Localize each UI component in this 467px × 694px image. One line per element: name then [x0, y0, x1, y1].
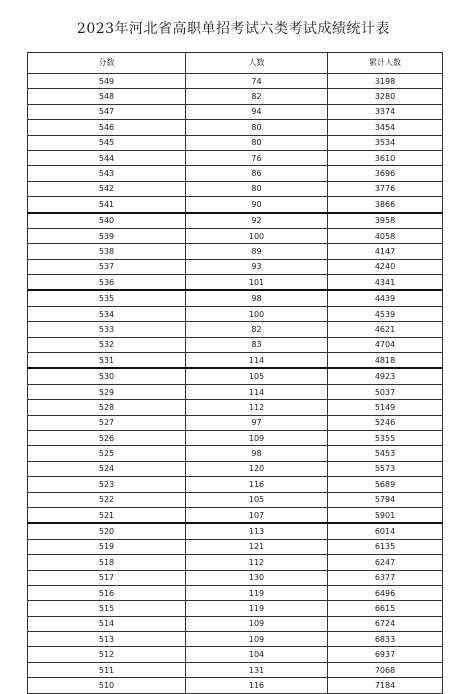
cell-score: 528: [28, 400, 186, 415]
table-row: [28, 166, 443, 181]
cell-score: 521: [28, 507, 186, 523]
cell-cumulative: 4058: [328, 228, 443, 243]
table-row: [28, 585, 443, 600]
table-row: [28, 647, 443, 662]
cell-score: 543: [28, 166, 186, 181]
table-row: [28, 523, 443, 539]
cell-count: 89: [186, 244, 328, 259]
table-row: [28, 228, 443, 243]
table-row: [28, 150, 443, 165]
cell-count: 119: [186, 601, 328, 616]
table-row: [28, 120, 443, 135]
cell-count: 104: [186, 647, 328, 662]
cell-score: 526: [28, 430, 186, 445]
cell-score: 516: [28, 585, 186, 600]
table-row: [28, 430, 443, 445]
cell-count: 86: [186, 166, 328, 181]
cell-count: 101: [186, 275, 328, 291]
table-row: [28, 492, 443, 507]
cell-cumulative: 5453: [328, 446, 443, 461]
cell-cumulative: 3610: [328, 150, 443, 165]
cell-count: 83: [186, 337, 328, 352]
table-row: [28, 570, 443, 585]
cell-cumulative: 5355: [328, 430, 443, 445]
cell-cumulative: 4539: [328, 306, 443, 321]
cell-score: 514: [28, 616, 186, 631]
cell-count: 116: [186, 678, 328, 693]
cell-score: 534: [28, 306, 186, 321]
cell-score: 525: [28, 446, 186, 461]
cell-score: 518: [28, 555, 186, 570]
cell-score: 549: [28, 74, 186, 89]
cell-score: 542: [28, 181, 186, 196]
cell-count: 112: [186, 400, 328, 415]
cell-cumulative: 6724: [328, 616, 443, 631]
cell-count: 121: [186, 539, 328, 554]
cell-count: 90: [186, 197, 328, 213]
cell-score: 544: [28, 150, 186, 165]
table-row: [28, 415, 443, 430]
cell-cumulative: 6377: [328, 570, 443, 585]
cell-cumulative: 5037: [328, 384, 443, 399]
table-row: [28, 181, 443, 196]
cell-count: 113: [186, 523, 328, 539]
table-row: [28, 197, 443, 213]
cell-score: 522: [28, 492, 186, 507]
table-row: [28, 662, 443, 677]
cell-count: 105: [186, 368, 328, 384]
cell-cumulative: 4341: [328, 275, 443, 291]
cell-score: 541: [28, 197, 186, 213]
cell-cumulative: 5573: [328, 461, 443, 476]
cell-score: 531: [28, 353, 186, 369]
cell-count: 114: [186, 384, 328, 399]
cell-count: 93: [186, 259, 328, 274]
table-row: [28, 678, 443, 693]
cell-count: 80: [186, 135, 328, 150]
table-row: [28, 555, 443, 570]
table-row: [28, 632, 443, 647]
table-row: [28, 384, 443, 399]
cell-score: 523: [28, 477, 186, 492]
cell-count: 98: [186, 446, 328, 461]
cell-cumulative: 3866: [328, 197, 443, 213]
cell-cumulative: 4923: [328, 368, 443, 384]
cell-cumulative: 3198: [328, 74, 443, 89]
cell-cumulative: 5901: [328, 507, 443, 523]
cell-cumulative: 6937: [328, 647, 443, 662]
cell-count: 82: [186, 89, 328, 104]
table-row: [28, 104, 443, 119]
cell-score: 530: [28, 368, 186, 384]
table-row: [28, 539, 443, 554]
cell-cumulative: 6247: [328, 555, 443, 570]
cell-count: 94: [186, 104, 328, 119]
cell-cumulative: 6135: [328, 539, 443, 554]
table-row: [28, 213, 443, 229]
table-row: [28, 337, 443, 352]
column-header-cumulative: 累计人数: [328, 53, 443, 74]
cell-score: 535: [28, 290, 186, 306]
cell-cumulative: 3776: [328, 181, 443, 196]
table-row: [28, 244, 443, 259]
cell-cumulative: 4147: [328, 244, 443, 259]
cell-cumulative: 6496: [328, 585, 443, 600]
cell-score: 517: [28, 570, 186, 585]
cell-score: 519: [28, 539, 186, 554]
table-row: [28, 275, 443, 291]
table-row: [28, 89, 443, 104]
column-header-count: 人数: [186, 53, 328, 74]
table-row: [28, 507, 443, 523]
cell-cumulative: 3454: [328, 120, 443, 135]
cell-cumulative: 4818: [328, 353, 443, 369]
cell-score: 510: [28, 678, 186, 693]
cell-count: 105: [186, 492, 328, 507]
table-row: [28, 322, 443, 337]
table-row: [28, 368, 443, 384]
cell-score: 536: [28, 275, 186, 291]
cell-count: 112: [186, 555, 328, 570]
table-row: [28, 74, 443, 89]
cell-score: 527: [28, 415, 186, 430]
cell-cumulative: 6014: [328, 523, 443, 539]
cell-count: 107: [186, 507, 328, 523]
cell-count: 76: [186, 150, 328, 165]
cell-score: 539: [28, 228, 186, 243]
cell-cumulative: 4439: [328, 290, 443, 306]
table-header-row: [28, 53, 443, 74]
cell-count: 119: [186, 585, 328, 600]
cell-count: 82: [186, 322, 328, 337]
cell-count: 92: [186, 213, 328, 229]
cell-cumulative: 5794: [328, 492, 443, 507]
table-row: [28, 477, 443, 492]
cell-count: 97: [186, 415, 328, 430]
cell-cumulative: 6833: [328, 632, 443, 647]
cell-cumulative: 5246: [328, 415, 443, 430]
cell-cumulative: 4621: [328, 322, 443, 337]
cell-count: 116: [186, 477, 328, 492]
cell-count: 98: [186, 290, 328, 306]
cell-score: 540: [28, 213, 186, 229]
cell-cumulative: 4704: [328, 337, 443, 352]
cell-score: 513: [28, 632, 186, 647]
cell-score: 520: [28, 523, 186, 539]
cell-count: 109: [186, 632, 328, 647]
cell-cumulative: 3696: [328, 166, 443, 181]
table-row: [28, 353, 443, 369]
cell-cumulative: 5689: [328, 477, 443, 492]
cell-score: 548: [28, 89, 186, 104]
cell-cumulative: 7068: [328, 662, 443, 677]
table-row: [28, 400, 443, 415]
cell-cumulative: 3958: [328, 213, 443, 229]
cell-count: 130: [186, 570, 328, 585]
cell-score: 533: [28, 322, 186, 337]
column-header-score: 分数: [28, 53, 186, 74]
cell-cumulative: 7184: [328, 678, 443, 693]
cell-count: 114: [186, 353, 328, 369]
cell-cumulative: 3374: [328, 104, 443, 119]
cell-score: 538: [28, 244, 186, 259]
cell-count: 74: [186, 74, 328, 89]
table-body: [28, 74, 443, 694]
cell-count: 100: [186, 306, 328, 321]
cell-count: 80: [186, 181, 328, 196]
cell-score: 532: [28, 337, 186, 352]
table-row: [28, 616, 443, 631]
page-title: 2023年河北省高职单招考试六类考试成绩统计表: [76, 21, 391, 37]
cell-score: 545: [28, 135, 186, 150]
cell-count: 120: [186, 461, 328, 476]
cell-cumulative: 5149: [328, 400, 443, 415]
table-row: [28, 601, 443, 616]
cell-count: 131: [186, 662, 328, 677]
cell-count: 100: [186, 228, 328, 243]
cell-score: 537: [28, 259, 186, 274]
cell-score: 524: [28, 461, 186, 476]
cell-score: 529: [28, 384, 186, 399]
cell-cumulative: 3280: [328, 89, 443, 104]
table-row: [28, 259, 443, 274]
cell-score: 546: [28, 120, 186, 135]
cell-count: 109: [186, 430, 328, 445]
cell-score: 547: [28, 104, 186, 119]
cell-cumulative: 3534: [328, 135, 443, 150]
cell-count: 109: [186, 616, 328, 631]
score-statistics-table: [27, 52, 443, 694]
cell-score: 515: [28, 601, 186, 616]
table-row: [28, 461, 443, 476]
cell-cumulative: 6615: [328, 601, 443, 616]
cell-score: 511: [28, 662, 186, 677]
table-row: [28, 135, 443, 150]
table-row: [28, 306, 443, 321]
cell-score: 512: [28, 647, 186, 662]
table-row: [28, 290, 443, 306]
cell-count: 80: [186, 120, 328, 135]
table-row: [28, 446, 443, 461]
cell-cumulative: 4240: [328, 259, 443, 274]
